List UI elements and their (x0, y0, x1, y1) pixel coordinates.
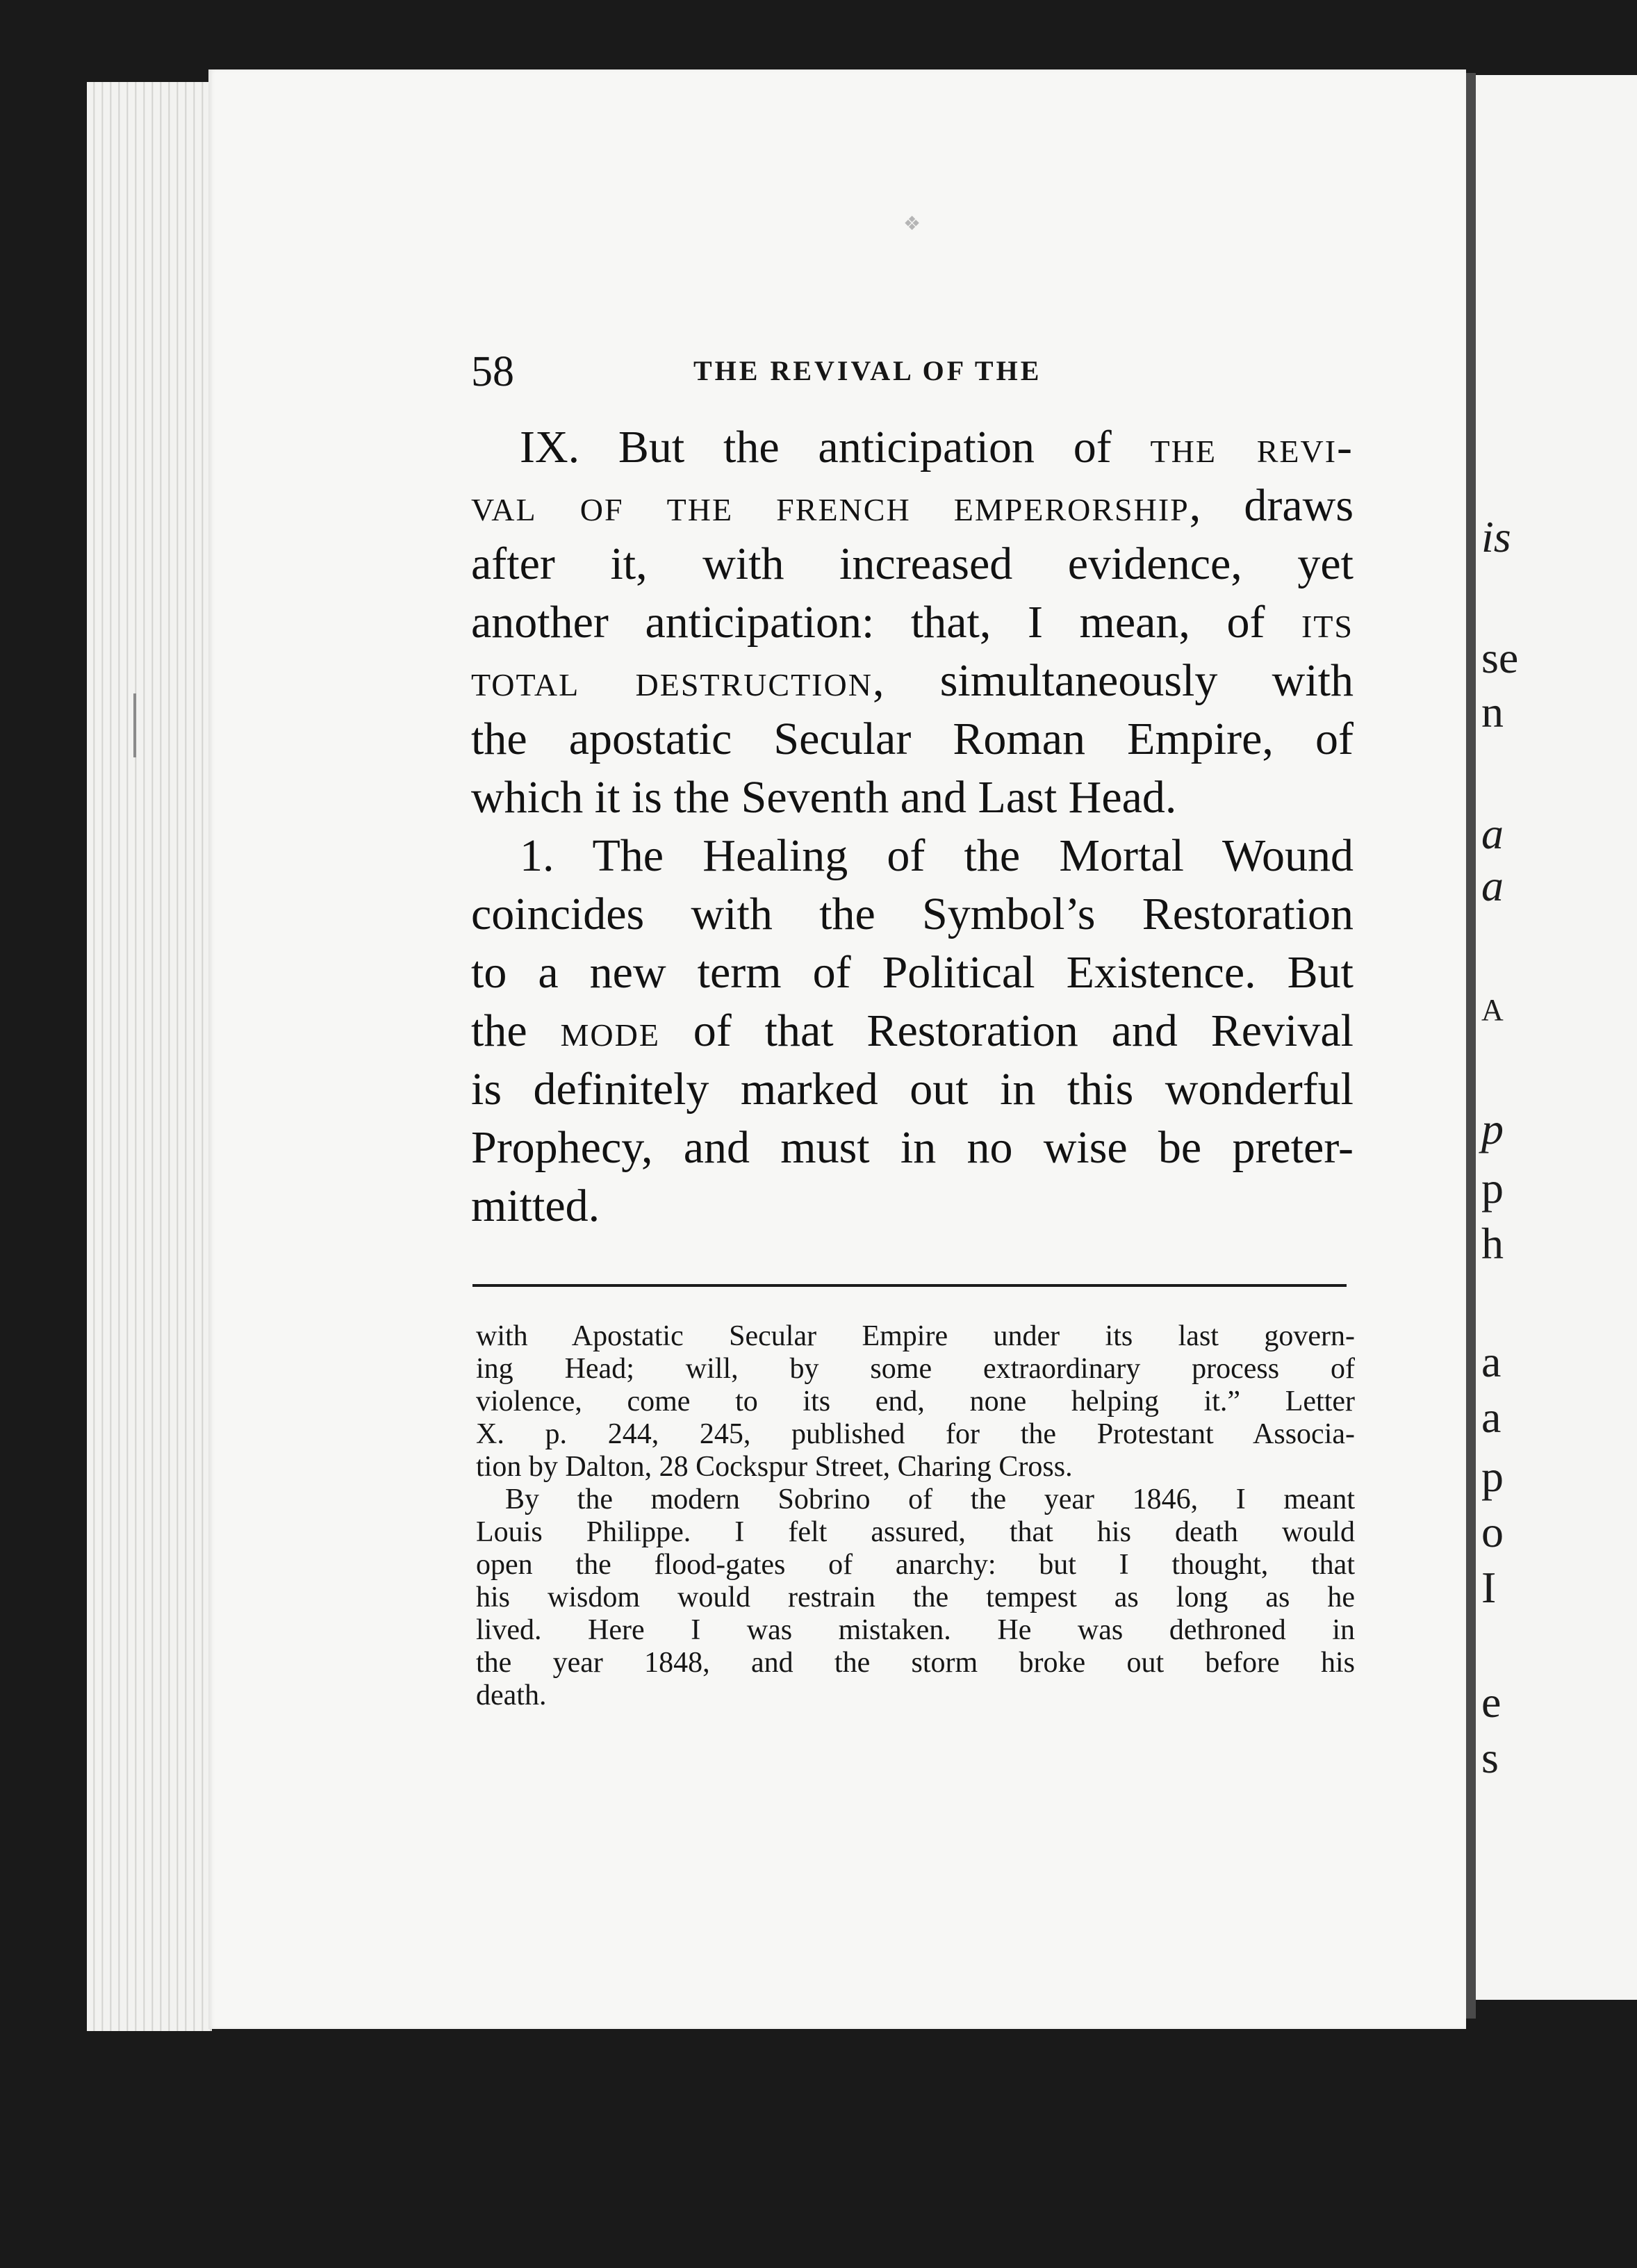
facing-page-fragment: n (1481, 687, 1504, 737)
facing-page-fragment: a (1481, 1337, 1502, 1386)
text-line: the apostatic Secular Roman Empire, of (471, 714, 1354, 764)
footnote-line: with Apostatic Secular Empire under its last govern- (476, 1320, 1355, 1352)
text-line: total destruction, simultaneously with (471, 655, 1354, 706)
book-gutter (1466, 73, 1476, 2019)
text-line: the mode of that Restoration and Revival (471, 1005, 1354, 1056)
footnote (476, 1320, 1355, 1712)
page-header (471, 347, 1360, 396)
facing-page-fragment: is (1481, 512, 1511, 561)
text-line: Prophecy, and must in no wise be preter- (471, 1122, 1354, 1173)
facing-page-fragment: se (1481, 633, 1519, 682)
footnote-line: By the modern Sobrino of the year 1846, I meant (505, 1484, 1355, 1515)
facing-page-fragment: a (1481, 861, 1504, 910)
footnote-line: death. (476, 1679, 547, 1711)
footnote-line: lived. Here I was mistaken. He was dethroned in (476, 1614, 1355, 1646)
facing-page-fragment: p (1481, 1163, 1504, 1213)
ornament-mark: ❖ (903, 213, 921, 235)
footnote-line: violence, come to its end, none helping it.” Letter (476, 1386, 1355, 1418)
text-line: another anticipation: that, I mean, of its (471, 597, 1354, 648)
facing-page-fragment: s (1481, 1733, 1499, 1782)
facing-page-fragment: p (1481, 1104, 1504, 1153)
facing-page-fragment: e (1481, 1677, 1502, 1727)
text-line: which it is the Seventh and Last Head. (471, 772, 1177, 823)
footnote-line: tion by Dalton, 28 Cockspur Street, Charing Cross. (476, 1451, 1073, 1483)
text-line: mitted. (471, 1181, 600, 1231)
footnote-rule (472, 1284, 1347, 1287)
page-number: 58 (471, 348, 514, 395)
running-head: THE REVIVAL OF THE (693, 355, 1042, 386)
footnote-line: his wisdom would restrain the tempest as long as he (476, 1581, 1355, 1613)
facing-page-fragment: p (1481, 1452, 1504, 1501)
facing-page-fragment: a (1481, 809, 1504, 858)
scan-mark (133, 693, 136, 757)
footnote-line: open the flood-gates of anarchy: but I thought, that (476, 1549, 1355, 1581)
facing-page-fragment: o (1481, 1507, 1504, 1556)
footnote-line: Louis Philippe. I felt assured, that his death would (476, 1516, 1355, 1548)
text-line: 1. The Healing of the Mortal Wound (520, 830, 1354, 881)
facing-page-fragment: I (1481, 1563, 1497, 1612)
body-text (471, 418, 1354, 1235)
text-line: coincides with the Symbol’s Restoration (471, 889, 1354, 939)
facing-page (1476, 75, 1637, 2000)
page-edges (87, 82, 212, 2031)
facing-page-fragment: A (1481, 993, 1504, 1027)
footnote-line: the year 1848, and the storm broke out before his (476, 1647, 1355, 1679)
text-line: is definitely marked out in this wonderful (471, 1064, 1354, 1115)
footnote-line: X. p. 244, 245, published for the Protestant Associa- (476, 1418, 1355, 1450)
facing-page-fragment: h (1481, 1219, 1504, 1268)
text-line: val of the french emperorship, draws (471, 480, 1354, 531)
facing-page-fragment: a (1481, 1392, 1502, 1442)
text-line: after it, with increased evidence, yet (471, 539, 1354, 589)
text-line: to a new term of Political Existence. But (471, 947, 1354, 998)
footnote-line: ing Head; will, by some extraordinary process of (476, 1353, 1355, 1385)
text-line: IX. But the anticipation of the revi- (520, 422, 1354, 472)
